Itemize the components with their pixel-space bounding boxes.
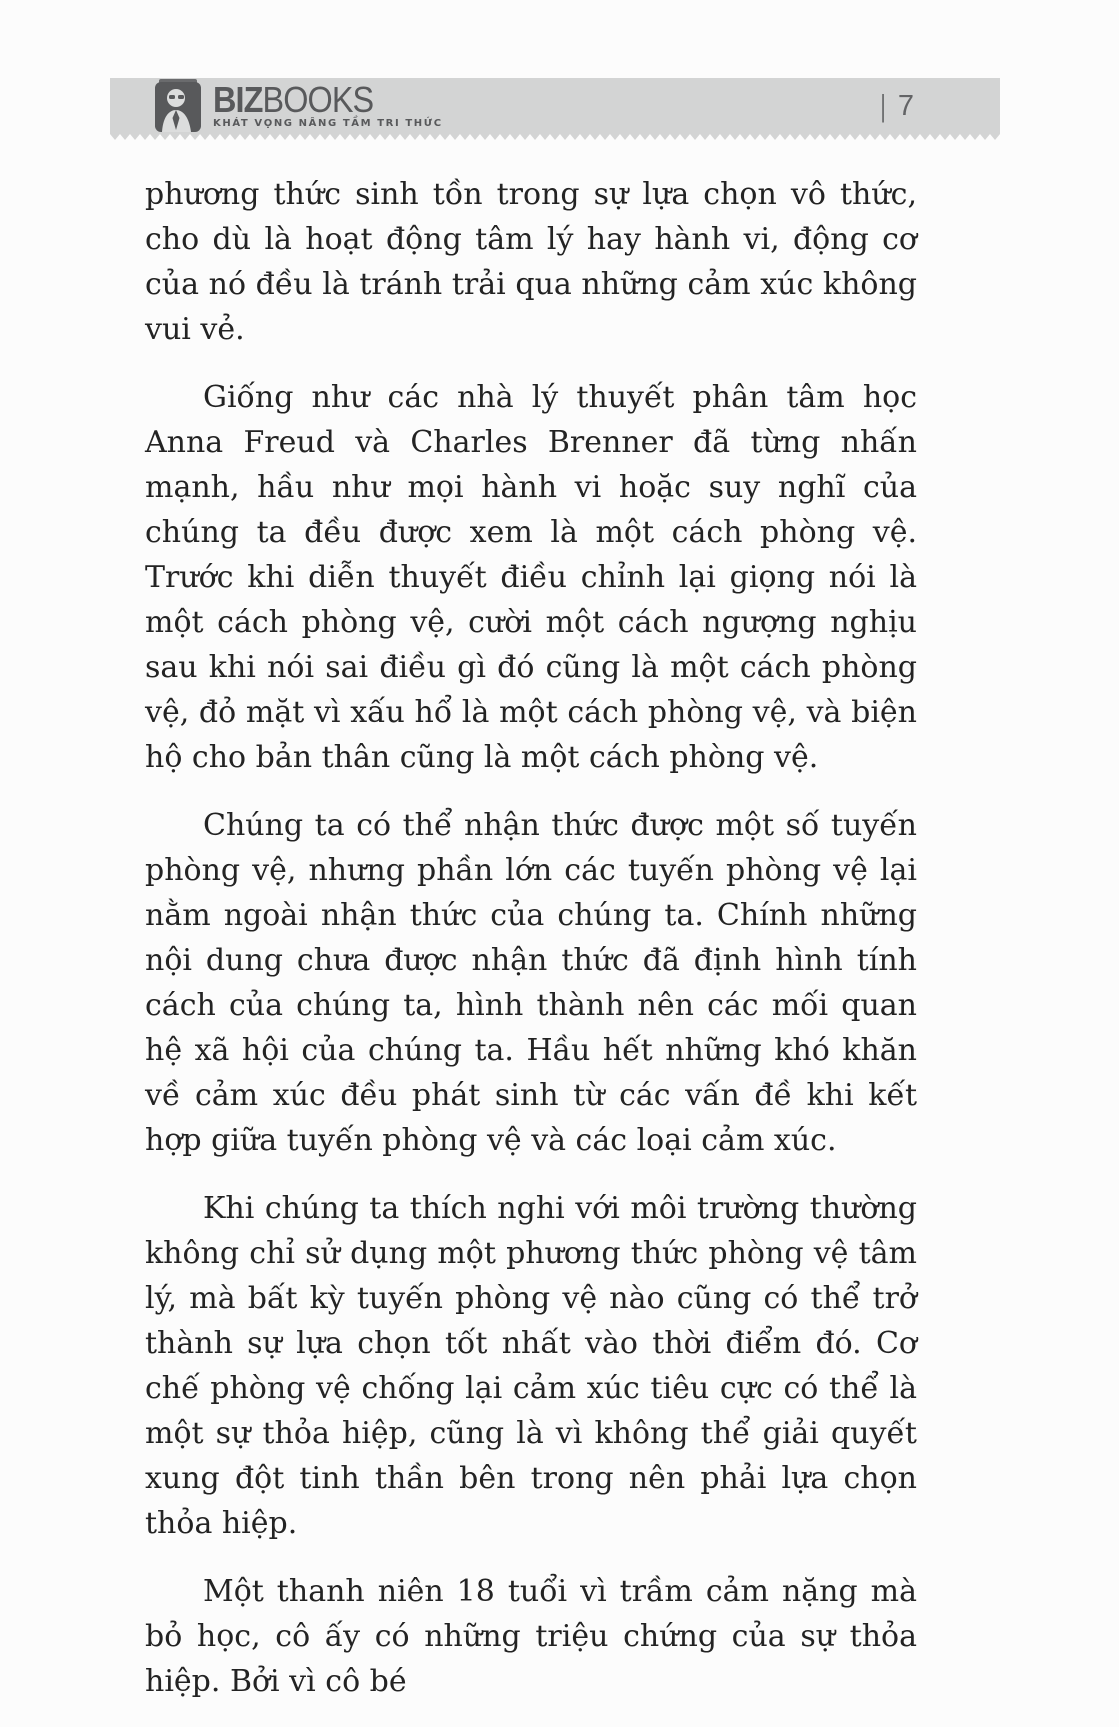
page-header [110,78,1000,134]
logo-text-block [213,78,443,129]
page-number-separator: | [880,88,886,123]
bizbooks-logo [154,79,443,133]
book-person-icon [154,79,202,133]
page-number-value: 7 [897,89,914,122]
paragraph: Một thanh niên 18 tuổi vì trầm cảm nặng mà bỏ học, cô ấy có những triệu chứng của sự thỏa hiệp. Bởi vì cô bé [145,1574,917,1699]
logo-tagline: KHÁT VỌNG NÂNG TẦM TRI THỨC [213,117,443,129]
paragraph: Khi chúng ta thích nghi với môi trường thường không chỉ sử dụng một phương thức phòng vệ tâm lý, mà bất kỳ tuyến phòng vệ nào cũng có thể trở thành sự lựa chọn tốt nhất vào thời điểm đó. Cơ chế phòng vệ chống lại cảm xúc tiêu cực có thể là một sự thỏa hiệp, cũng là vì không thể giải quyết xung đột tinh thần bên trong nên phải lựa chọn thỏa hiệp. [145,1191,917,1541]
page-number [879,88,914,124]
paragraph: phương thức sinh tồn trong sự lựa chọn vô thức, cho dù là hoạt động tâm lý hay hành vi, động cơ của nó đều là tránh trải qua những cảm xúc không vui vẻ. [145,177,917,347]
logo-title [213,78,420,120]
band-perforation-edge [110,134,1000,140]
paragraph: Giống như các nhà lý thuyết phân tâm học Anna Freud và Charles Brenner đã từng nhấn mạnh, hầu như mọi hành vi hoặc suy nghĩ của chúng ta đều được xem là một cách phòng vệ. Trước khi diễn thuyết điều chỉnh lại giọng nói là một cách phòng vệ, cười một cách ngượng nghịu sau khi nói sai điều gì đó cũng là một cách phòng vệ, đỏ mặt vì xấu hổ là một cách phòng vệ, và biện hộ cho bản thân cũng là một cách phòng vệ. [145,380,917,775]
logo-text-biz: BIZ [213,78,263,120]
logo-text-books: BOOKS [262,78,374,120]
page-content [145,172,917,1727]
paragraph: Chúng ta có thể nhận thức được một số tuyến phòng vệ, nhưng phần lớn các tuyến phòng vệ lại nằm ngoài nhận thức của chúng ta. Chính những nội dung chưa được nhận thức đã định hình tính cách của chúng ta, hình thành nên các mối quan hệ xã hội của chúng ta. Hầu hết những khó khăn về cảm xúc đều phát sinh từ các vấn đề khi kết hợp giữa tuyến phòng vệ và các loại cảm xúc. [145,808,917,1158]
